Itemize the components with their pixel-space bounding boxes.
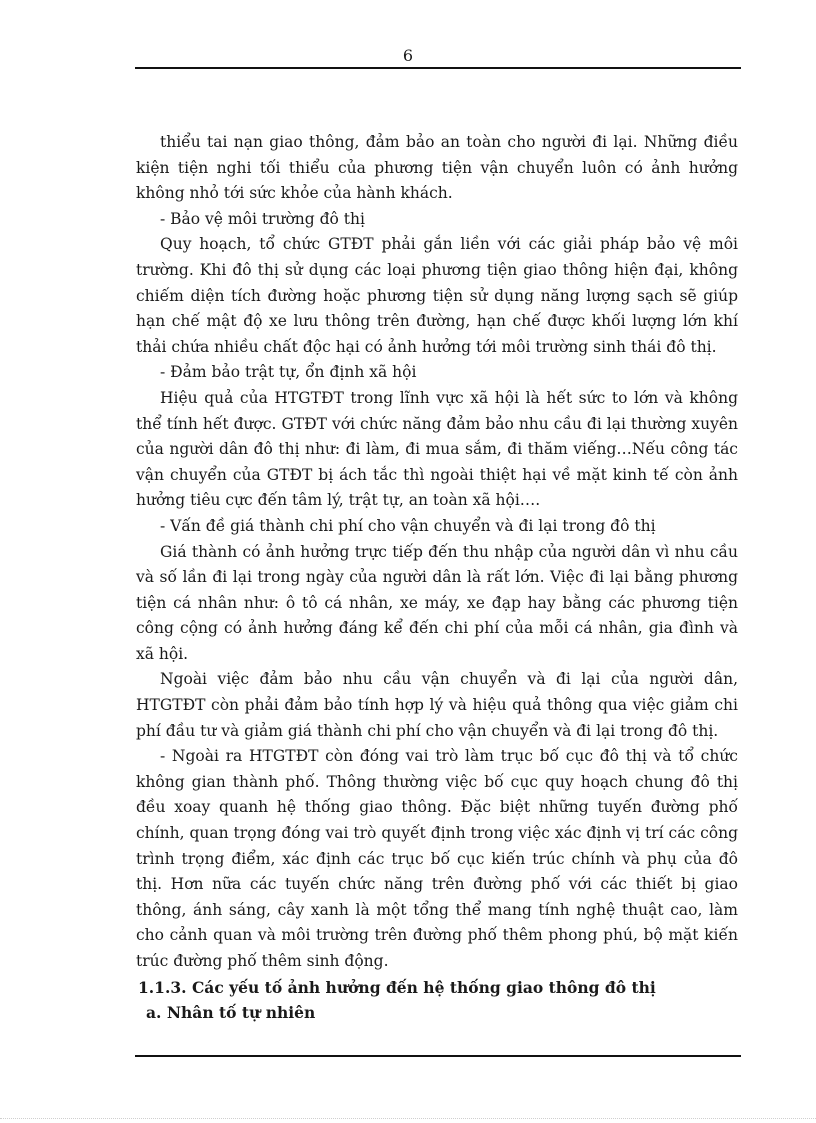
paragraph-efficiency: Ngoài việc đảm bảo nhu cầu vận chuyển và đi lại của người dân, HTGTĐT còn phải đảm bảo tính hợp lý và hiệu quả thông qua việc giảm chi phí đầu tư và giảm giá thành chi phí cho vận chuyển và đi lại trong đô thị.	[136, 670, 738, 740]
header-rule	[135, 67, 741, 69]
bullet-environment: - Bảo vệ môi trường đô thị	[160, 209, 365, 228]
paragraph-urban-layout: - Ngoài ra HTGTĐT còn đóng vai trò làm trục bố cục đô thị và tổ chức không gian thành phố. Thông thường việc bố cục quy hoạch chung đô thị đều xoay quanh hệ thống giao thông. Đặc biệt những tuyến đường phố chính, quan trọng đóng vai trò quyết định trong việc xác định vị trí các công trình trọng điểm, xác định các trục bố cục kiến trúc chính và phụ của đô thị. Hơn nữa các tuyến chức năng trên đường phố với các thiết bị giao thông, ánh sáng, cây xanh là một tổng thể mang tính nghệ thuật cao, làm cho cảnh quan và môi trường trên đường phố thêm phong phú, bộ mặt kiến trúc đường phố thêm sinh động.	[136, 747, 738, 970]
section-heading: 1.1.3. Các yếu tố ảnh hưởng đến hệ thống giao thông đô thị	[138, 977, 656, 997]
paragraph-cost: Giá thành có ảnh hưởng trực tiếp đến thu nhập của người dân vì nhu cầu và số lần đi lại trong ngày của người dân là rất lớn. Việc đi lại bằng phương tiện cá nhân như: ô tô cá nhân, xe máy, xe đạp hay bằng các phương tiện công cộng có ảnh hưởng đáng kể đến chi phí của mỗi cá nhân, gia đình và xã hội.	[136, 542, 738, 663]
paragraph-environment: Quy hoạch, tổ chức GTĐT phải gắn liền với các giải pháp bảo vệ môi trường. Khi đô thị sử dụng các loại phương tiện giao thông hiện đại, không chiếm diện tích đường hoặc phương tiện sử dụng năng lượng sạch sẽ giúp hạn chế mật độ xe lưu thông trên đường, hạn chế được khối lượng lớn khí thải chứa nhiều chất độc hại có ảnh hưởng tới môi trường sinh thái đô thị.	[136, 235, 738, 356]
bullet-social-order: - Đảm bảo trật tự, ổn định xã hội	[160, 363, 417, 382]
page-edge	[0, 1118, 816, 1119]
paragraph-continuation: thiểu tai nạn giao thông, đảm bảo an toàn cho người đi lại. Những điều kiện tiện nghi tối thiểu của phương tiện vận chuyển luôn có ảnh hưởng không nhỏ tới sức khỏe của hành khách.	[136, 133, 738, 203]
bullet-cost: - Vấn đề giá thành chi phí cho vận chuyển và đi lại trong đô thị	[160, 516, 656, 535]
footer-rule	[135, 1055, 741, 1057]
paragraph-social-order: Hiệu quả của HTGTĐT trong lĩnh vực xã hội là hết sức to lớn và không thể tính hết được. GTĐT với chức năng đảm bảo nhu cầu đi lại thường xuyên của người dân đô thị như: đi làm, đi mua sắm, đi thăm viếng…Nếu công tác vận chuyển của GTĐT bị ách tắc thì ngoài thiệt hại về mặt kinh tế còn ảnh hưởng tiêu cực đến tâm lý, trật tự, an toàn xã hội….	[136, 388, 738, 510]
page-number: 6	[402, 46, 414, 65]
document-body	[136, 130, 738, 1026]
subsection-heading: a. Nhân tố tự nhiên	[146, 1003, 316, 1023]
